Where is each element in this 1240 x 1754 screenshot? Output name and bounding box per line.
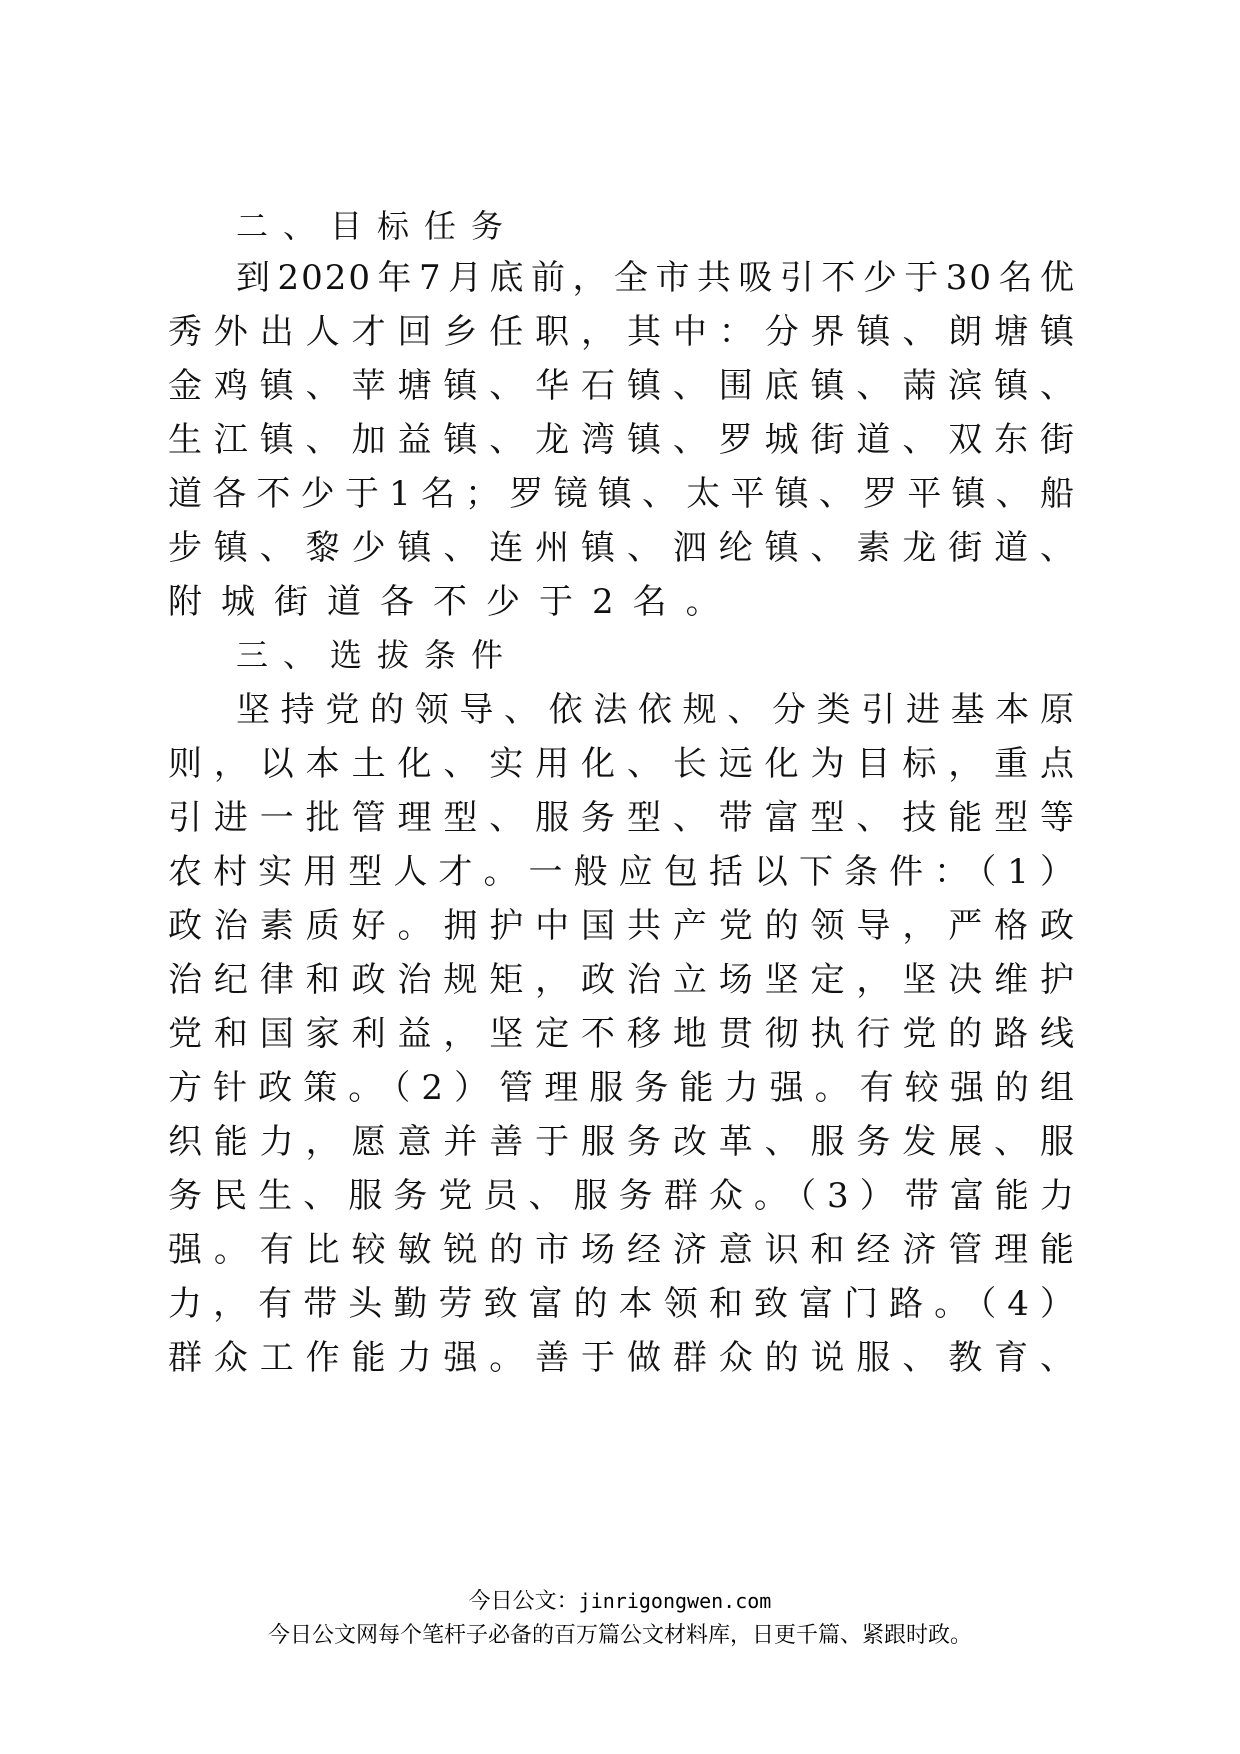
paragraph-line: 金鸡镇、苹塘镇、华石镇、围底镇、䓣滨镇、 <box>168 366 1076 406</box>
paragraph-line: 坚持党的领导、依法依规、分类引进基本原 <box>236 690 1076 730</box>
paragraph-line: 生江镇、加益镇、龙湾镇、罗城街道、双东街 <box>168 420 1076 460</box>
footer-site-link[interactable]: jinrigongwen.com <box>578 1589 772 1613</box>
paragraph-line: 务民生、服务党员、服务群众。（3）带富能力 <box>168 1176 1076 1216</box>
section-heading-2: 二、目标任务 <box>236 207 519 245</box>
paragraph-line: 引进一批管理型、服务型、带富型、技能型等 <box>168 798 1076 838</box>
footer-site-line <box>0 1586 1240 1617</box>
paragraph-line: 群众工作能力强。善于做群众的说服、教育、 <box>168 1338 1076 1378</box>
paragraph-line: 织能力，愿意并善于服务改革、服务发展、服 <box>168 1122 1076 1162</box>
paragraph-line: 治纪律和政治规矩，政治立场坚定，坚决维护 <box>168 960 1076 1000</box>
paragraph-line: 到2020年7月底前，全市共吸引不少于30名优 <box>236 258 1076 298</box>
paragraph-line: 农村实用型人才。一般应包括以下条件：（1） <box>168 852 1076 892</box>
paragraph-line: 道各不少于1名；罗镜镇、太平镇、罗平镇、船 <box>168 474 1076 514</box>
paragraph-line: 则，以本土化、实用化、长远化为目标，重点 <box>168 744 1076 784</box>
paragraph-line: 党和国家利益，坚定不移地贯彻执行党的路线 <box>168 1014 1076 1054</box>
paragraph-line: 力，有带头勤劳致富的本领和致富门路。（4） <box>168 1284 1076 1324</box>
paragraph-line: 秀外出人才回乡任职，其中：分界镇、朗塘镇 <box>168 312 1076 352</box>
footer-slogan: 今日公文网每个笔杆子必备的百万篇公文材料库，日更千篇、紧跟时政。 <box>267 1623 972 1648</box>
paragraph-line: 附城街道各不少于2名。 <box>168 582 739 622</box>
paragraph-line: 方针政策。（2）管理服务能力强。有较强的组 <box>168 1068 1076 1108</box>
paragraph-line: 政治素质好。拥护中国共产党的领导，严格政 <box>168 906 1076 946</box>
section-heading-3: 三、选拔条件 <box>236 636 519 674</box>
footer-label: 今日公文： <box>468 1589 579 1614</box>
paragraph-line: 步镇、黎少镇、连州镇、泗纶镇、素龙街道、 <box>168 528 1076 568</box>
paragraph-line: 强。有比较敏锐的市场经济意识和经济管理能 <box>168 1230 1076 1270</box>
